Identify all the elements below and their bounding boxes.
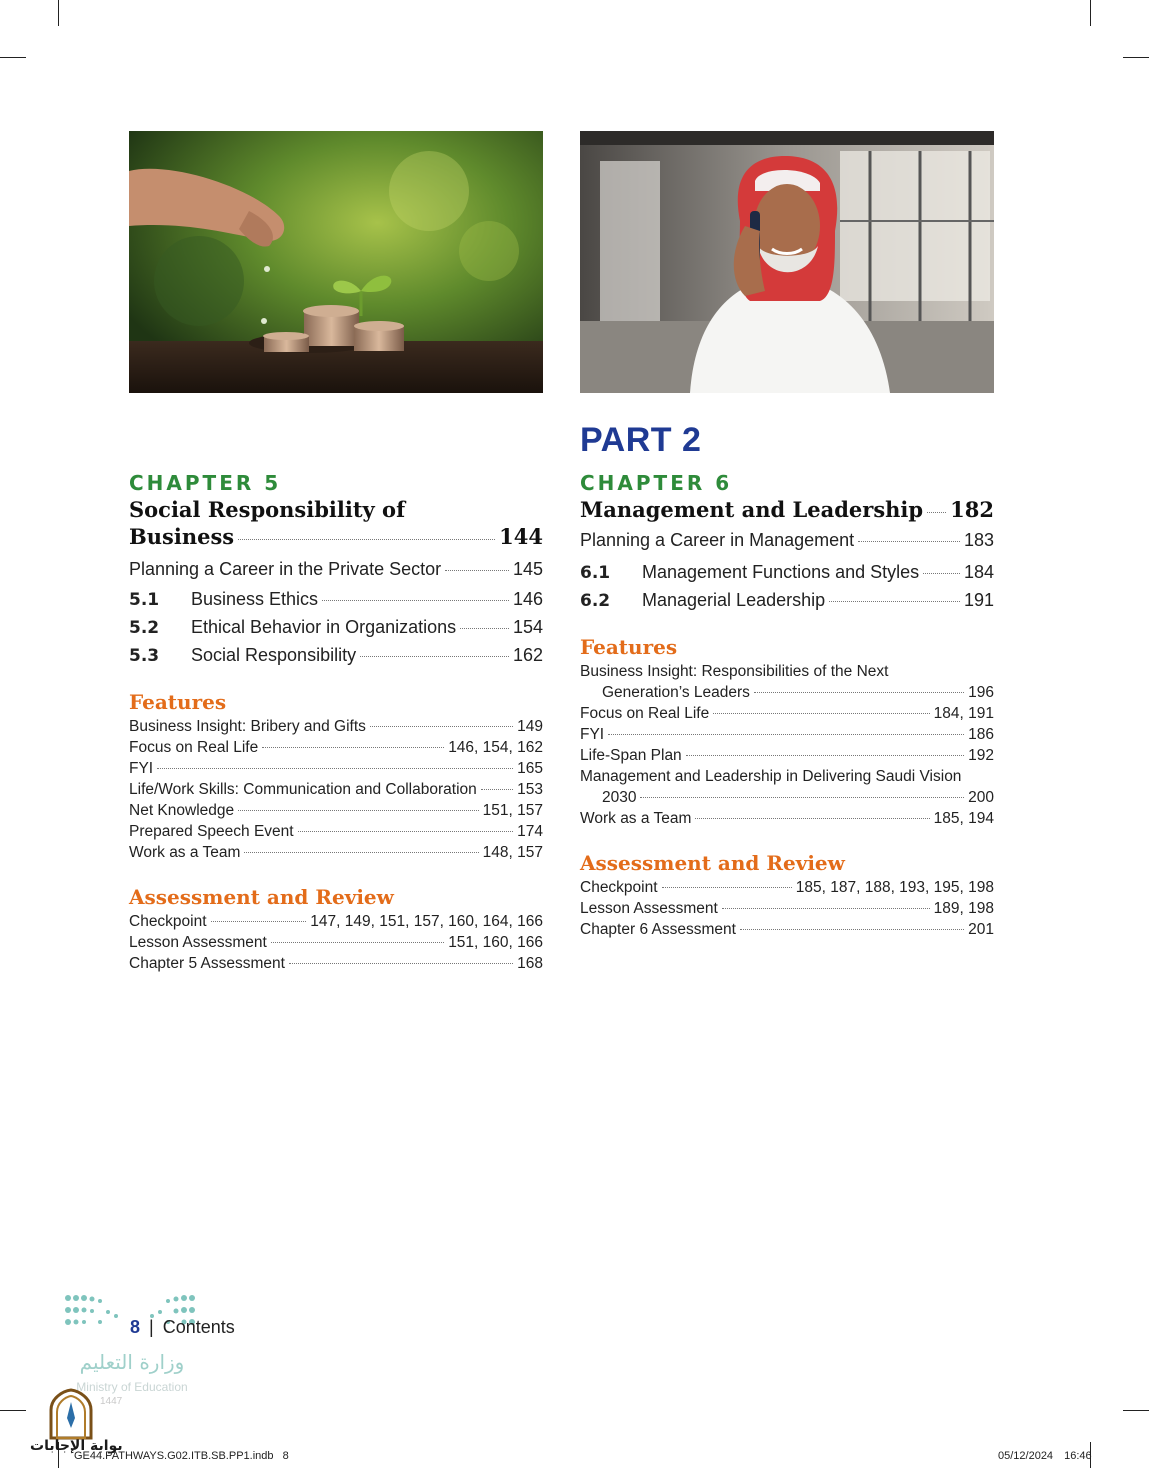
dot-leader: [157, 768, 513, 769]
feature-row[interactable]: [580, 787, 994, 808]
feature-row[interactable]: [129, 758, 543, 779]
chapter6-photo: [580, 131, 994, 393]
feature-page: 153: [517, 781, 543, 798]
assessment-page: 189, 198: [933, 900, 994, 917]
time: 16:46: [1064, 1450, 1092, 1462]
lesson-page: 146: [512, 589, 543, 609]
dot-leader: [686, 755, 964, 756]
assessment-title: Chapter 6 Assessment: [580, 921, 736, 938]
feature-page: 200: [968, 789, 994, 806]
dot-leader: [923, 573, 960, 574]
assessment-row[interactable]: [129, 953, 543, 974]
footer-section: Contents: [162, 1317, 235, 1337]
assessment-heading: Assessment and Review: [129, 885, 394, 909]
feature-row[interactable]: [580, 745, 994, 766]
assessment-row[interactable]: [129, 911, 543, 932]
chapter5-label: CHAPTER 5: [129, 471, 282, 495]
chapter6-title: Management and Leadership: [580, 497, 924, 522]
dot-leader: [460, 628, 509, 629]
dot-leader: [829, 601, 960, 602]
lesson-title: Social Responsibility: [191, 645, 357, 665]
career-page: 183: [963, 530, 994, 550]
assessment-title: Checkpoint: [129, 913, 207, 930]
assessment-title: Checkpoint: [580, 879, 658, 896]
features-heading: Features: [580, 635, 678, 659]
crop-mark: [0, 57, 26, 58]
print-date: [998, 1450, 1092, 1462]
career-title: Planning a Career in Management: [580, 530, 855, 550]
feature-page: 174: [517, 823, 543, 840]
file-name: GE44.PATHWAYS.G02.ITB.SB.PP1.indb: [74, 1450, 274, 1462]
feature-row[interactable]: [580, 703, 994, 724]
chapter5-photo: [129, 131, 543, 393]
dot-leader: [927, 512, 946, 513]
chapter5-career-row[interactable]: [129, 554, 543, 584]
print-slug: [74, 1450, 289, 1462]
lesson-number: 5.2: [129, 618, 160, 638]
dot-leader: [289, 963, 513, 964]
chapter6-toc: [580, 420, 994, 940]
footer-separator: |: [149, 1317, 154, 1337]
assessment-page: 185, 187, 188, 193, 195, 198: [795, 879, 994, 896]
ministry-arabic: وزارة التعليم: [79, 1350, 185, 1374]
dot-leader: [481, 789, 513, 790]
lesson-page: 154: [512, 617, 543, 637]
ministry-year: 1447: [100, 1396, 123, 1407]
dot-leader: [271, 942, 444, 943]
feature-page: 186: [968, 726, 994, 743]
feature-title: Focus on Real Life: [580, 705, 710, 722]
feature-title: Net Knowledge: [129, 802, 235, 819]
dot-leader: [238, 539, 495, 540]
lesson-title: Ethical Behavior in Organizations: [191, 617, 457, 637]
feature-row[interactable]: [129, 779, 543, 800]
feature-page: 165: [517, 760, 543, 777]
assessment-row[interactable]: [580, 877, 994, 898]
assessment-page: 168: [517, 955, 543, 972]
assessment-page: 201: [968, 921, 994, 938]
assessment-page: 151, 160, 166: [448, 934, 543, 951]
dot-leader: [713, 713, 929, 714]
chapter6-label: CHAPTER 6: [580, 471, 733, 495]
watermark-text: بوابة الإجابات: [30, 1438, 123, 1454]
lesson-row[interactable]: [129, 586, 543, 614]
chapter6-title-row[interactable]: [580, 496, 994, 523]
dot-leader: [298, 831, 514, 832]
feature-row[interactable]: [580, 682, 994, 703]
lesson-title: Managerial Leadership: [642, 590, 826, 610]
assessment-page: 147, 149, 151, 157, 160, 164, 166: [310, 913, 543, 930]
lesson-row[interactable]: [580, 587, 994, 615]
feature-title: Focus on Real Life: [129, 739, 259, 756]
chapter5-toc: [129, 470, 543, 974]
feature-title: Life/Work Skills: Communication and Collaboration: [129, 781, 477, 798]
lesson-row[interactable]: [129, 614, 543, 642]
crop-mark: [58, 0, 59, 26]
features-heading: Features: [129, 690, 227, 714]
page-number: 8: [130, 1317, 141, 1337]
feature-line1: Business Insight: Responsibilities of the Next: [580, 663, 889, 680]
date: 05/12/2024: [998, 1450, 1054, 1462]
feature-row[interactable]: [129, 821, 543, 842]
chapter6-career-row[interactable]: [580, 525, 994, 555]
lesson-number: 6.1: [580, 563, 611, 583]
dot-leader: [662, 887, 792, 888]
feature-title: FYI: [129, 760, 154, 777]
feature-title: Work as a Team: [580, 810, 692, 827]
crop-mark: [0, 1410, 26, 1411]
feature-row[interactable]: [580, 808, 994, 829]
feature-title: FYI: [580, 726, 605, 743]
career-title: Planning a Career in the Private Sector: [129, 559, 442, 579]
dot-leader: [740, 929, 964, 930]
feature-title: Prepared Speech Event: [129, 823, 294, 840]
assessment-title: Lesson Assessment: [580, 900, 718, 917]
crop-mark: [1123, 1410, 1149, 1411]
crop-mark: [1123, 57, 1149, 58]
lesson-number: 5.3: [129, 646, 160, 666]
feature-row[interactable]: [129, 800, 543, 821]
feature-title: Work as a Team: [129, 844, 241, 861]
chapter6-page: 182: [950, 497, 994, 522]
lesson-row[interactable]: [129, 642, 543, 670]
dot-leader: [858, 541, 960, 542]
feature-page: 148, 157: [482, 844, 543, 861]
dot-leader: [262, 747, 444, 748]
assessment-row[interactable]: [129, 932, 543, 953]
dot-leader: [360, 656, 509, 657]
crop-mark: [1090, 0, 1091, 26]
dot-leader: [244, 852, 478, 853]
file-page: 8: [282, 1450, 289, 1462]
feature-page: 196: [968, 684, 994, 701]
lesson-page: 191: [963, 590, 994, 610]
feature-page: 184, 191: [933, 705, 994, 722]
dot-leader: [722, 908, 930, 909]
dot-leader: [640, 797, 964, 798]
chapter5-title-row[interactable]: [129, 523, 543, 550]
feature-title: Generation’s Leaders: [602, 684, 750, 701]
dot-leader: [608, 734, 964, 735]
feature-row[interactable]: [580, 724, 994, 745]
chapter5-title-line1: Social Responsibility of: [129, 497, 406, 522]
feature-line1: Management and Leadership in Delivering Saudi Vision: [580, 768, 962, 785]
lesson-number: 5.1: [129, 590, 160, 610]
lesson-page: 184: [963, 562, 994, 582]
assessment-row[interactable]: [580, 919, 994, 940]
lesson-title: Business Ethics: [191, 589, 319, 609]
feature-row[interactable]: [129, 842, 543, 863]
feature-row[interactable]: [129, 737, 543, 758]
dot-leader: [445, 570, 509, 571]
feature-title: Life-Span Plan: [580, 747, 682, 764]
assessment-title: Chapter 5 Assessment: [129, 955, 285, 972]
assessment-title: Lesson Assessment: [129, 934, 267, 951]
career-page: 145: [512, 559, 543, 579]
ministry-english: Ministry of Education: [76, 1380, 188, 1394]
feature-row[interactable]: [129, 716, 543, 737]
feature-page: 192: [968, 747, 994, 764]
page-footer: [130, 1317, 235, 1338]
part-label: PART 2: [580, 421, 702, 459]
dot-leader: [238, 810, 479, 811]
assessment-row[interactable]: [580, 898, 994, 919]
mosque-logo-icon: [47, 1388, 95, 1440]
dot-leader: [322, 600, 509, 601]
dot-leader: [754, 692, 964, 693]
lesson-row[interactable]: [580, 559, 994, 587]
dot-leader: [695, 818, 929, 819]
feature-page: 149: [517, 718, 543, 735]
feature-title: Business Insight: Bribery and Gifts: [129, 718, 366, 735]
dot-leader: [211, 921, 307, 922]
lesson-number: 6.2: [580, 591, 611, 611]
chapter5-page: 144: [499, 524, 543, 549]
dot-leader: [370, 726, 513, 727]
feature-page: 185, 194: [933, 810, 994, 827]
feature-page: 151, 157: [482, 802, 543, 819]
feature-page: 146, 154, 162: [448, 739, 543, 756]
lesson-page: 162: [512, 645, 543, 665]
chapter5-title-line2: Business: [129, 524, 235, 549]
feature-title: 2030: [602, 789, 637, 806]
assessment-heading: Assessment and Review: [580, 851, 845, 875]
lesson-title: Management Functions and Styles: [642, 562, 920, 582]
